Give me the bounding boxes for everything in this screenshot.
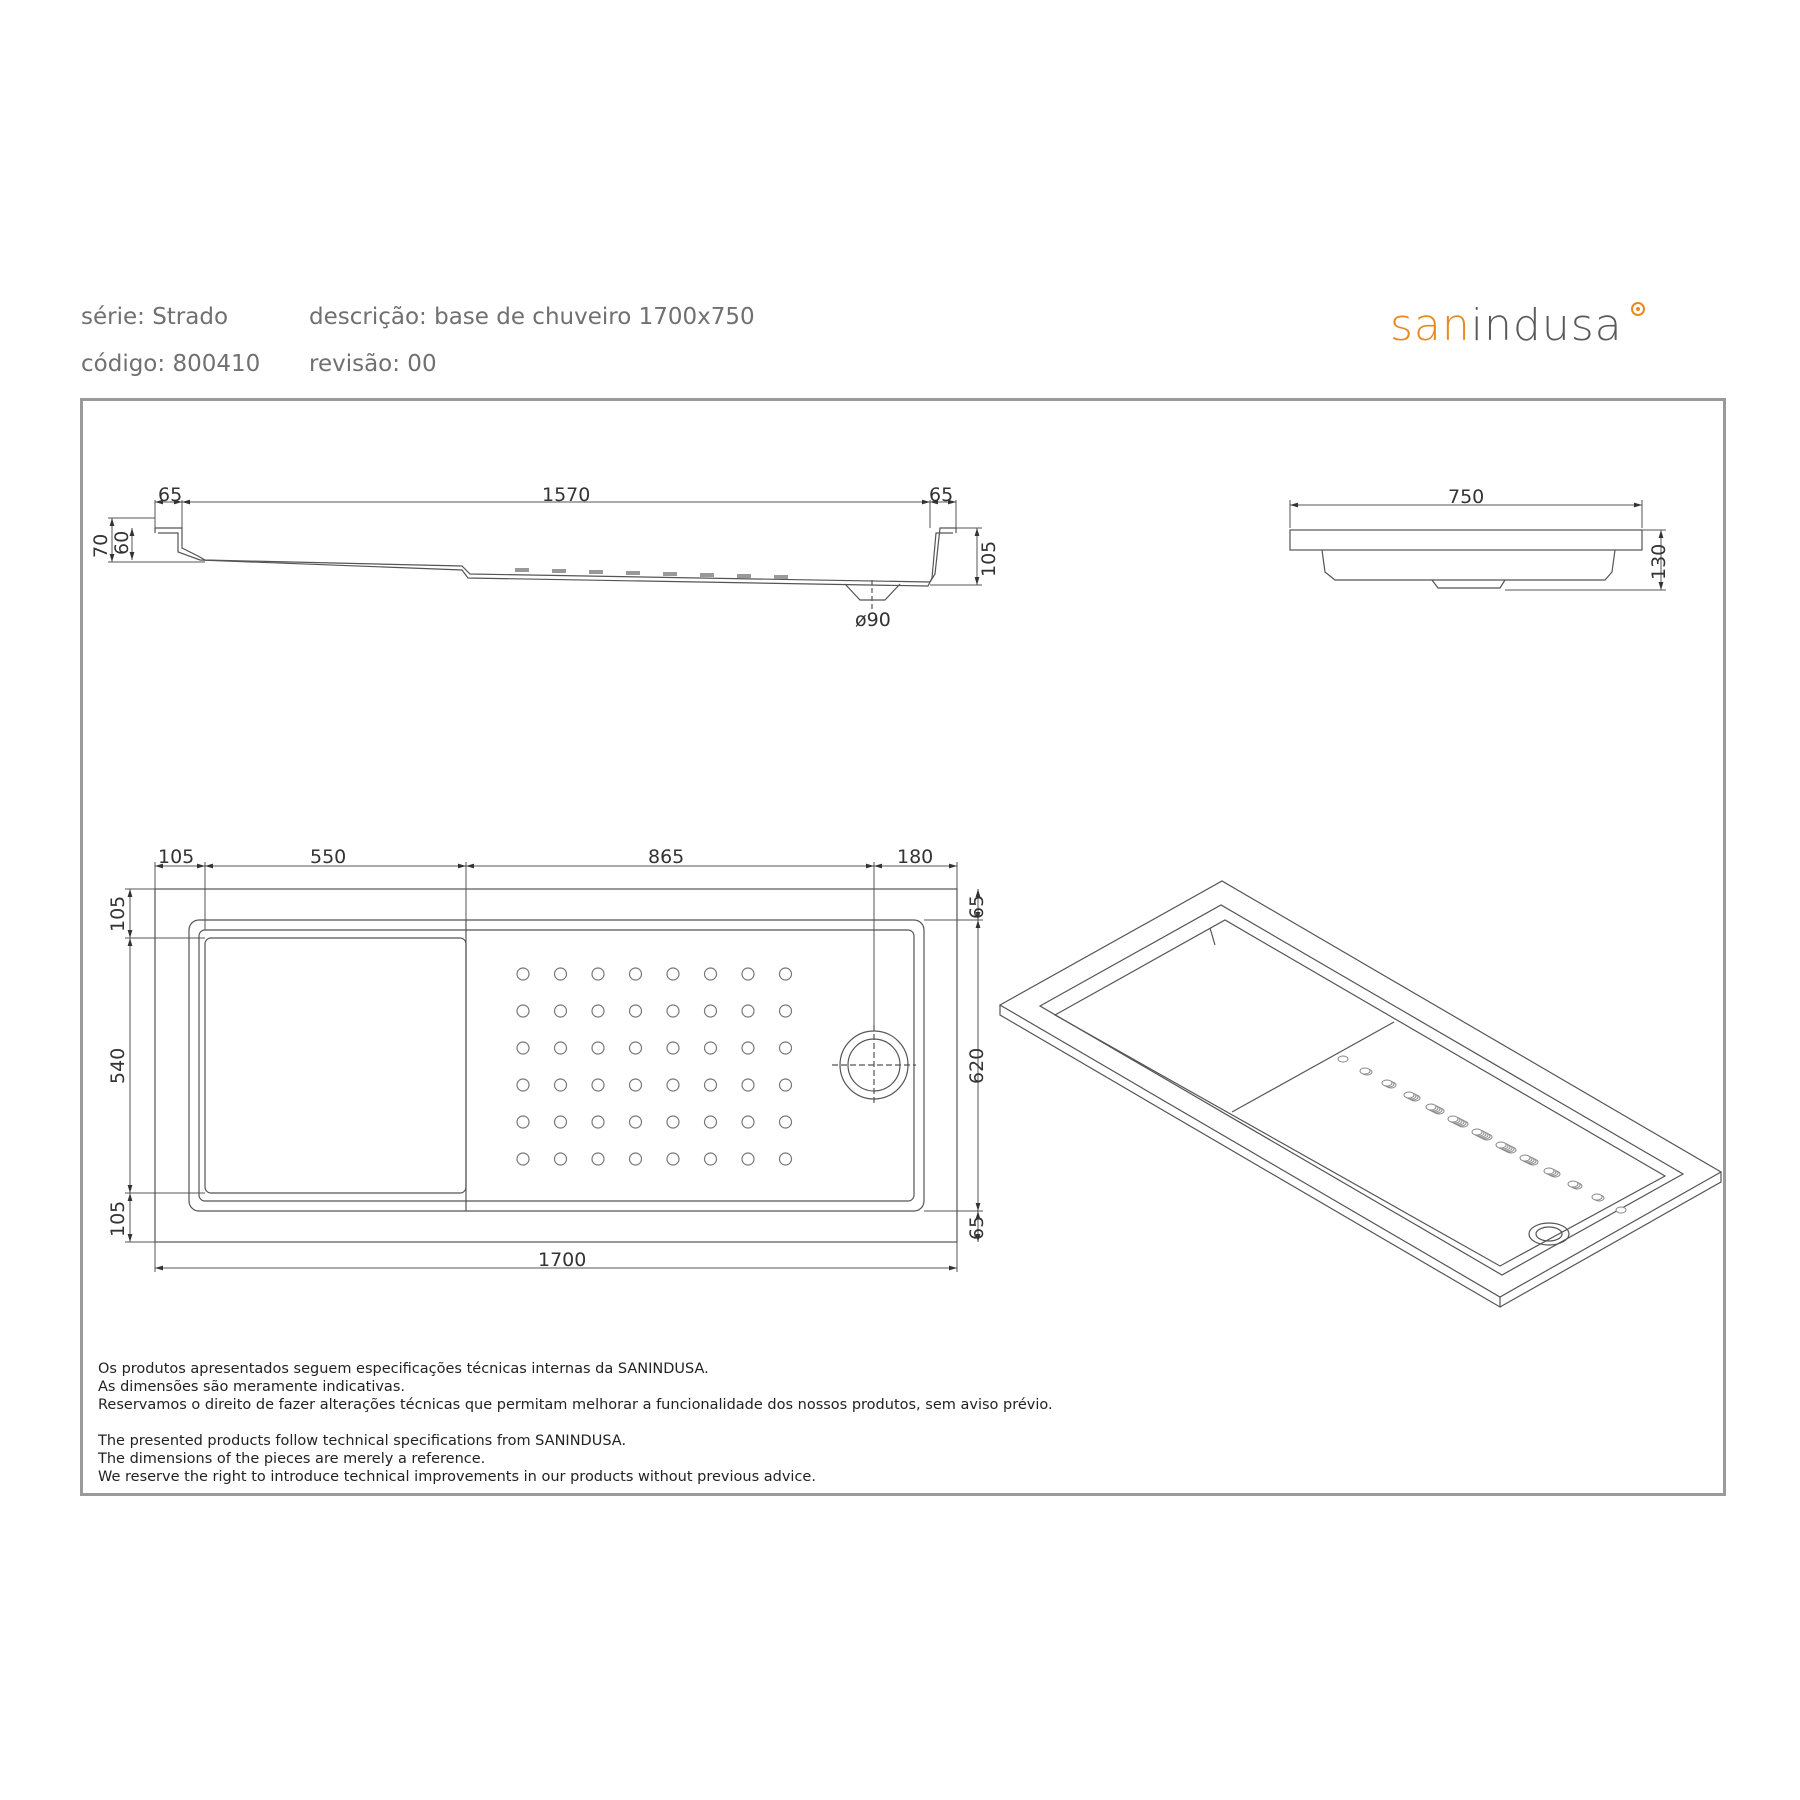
plan-drain-dot xyxy=(667,968,679,980)
dim-plan-left-540: 540 xyxy=(107,1047,129,1084)
dim-end-width: 750 xyxy=(1448,486,1485,508)
side-view-inner xyxy=(158,533,953,586)
iso-drain-dot xyxy=(1568,1181,1578,1187)
dim-plan-right-65-top: 65 xyxy=(966,894,988,919)
dim-side-height-inner: 60 xyxy=(111,530,133,555)
note-pt-3: Reservamos o direito de fazer alterações técnicas que permitam melhorar a funcionalidade dos nossos produtos, sem aviso prévio. xyxy=(98,1397,1053,1413)
iso-drain-dot xyxy=(1426,1104,1436,1110)
plan-drain-dot xyxy=(517,1153,529,1165)
plan-drain-dot xyxy=(517,1079,529,1091)
dim-side-right-lip: 65 xyxy=(929,484,954,506)
dim-plan-top-865: 865 xyxy=(648,846,685,868)
dim-side-height-outer: 70 xyxy=(90,533,112,558)
plan-drain-dot xyxy=(705,1116,717,1128)
plan-drain-dot xyxy=(705,1079,717,1091)
iso-drain-dot xyxy=(1520,1155,1530,1161)
dim-plan-left-105-bottom: 105 xyxy=(107,1200,129,1237)
plan-drain-dot xyxy=(667,1116,679,1128)
plan-drain-dot xyxy=(780,1079,792,1091)
plan-drain-dot xyxy=(705,1005,717,1017)
plan-drain-dot xyxy=(592,1005,604,1017)
codigo-label: código: 800410 xyxy=(81,351,261,377)
plan-drain-dot xyxy=(555,1005,567,1017)
iso-top-outline xyxy=(1000,881,1721,1297)
note-pt-2: As dimensões são meramente indicativas. xyxy=(98,1379,405,1395)
iso-drain-dot xyxy=(1448,1116,1458,1122)
iso-drain-dot xyxy=(1472,1129,1482,1135)
plan-drain-dot xyxy=(592,1079,604,1091)
note-en-1: The presented products follow technical specifications from SANINDUSA. xyxy=(98,1433,627,1449)
logo-part-san: san xyxy=(1390,300,1471,351)
side-view xyxy=(155,528,956,610)
plan-drain-dot xyxy=(517,1116,529,1128)
plan-drain-dot xyxy=(780,1042,792,1054)
plan-drain-dot xyxy=(630,968,642,980)
dim-plan-bottom-1700: 1700 xyxy=(538,1249,587,1271)
plan-drain-dot xyxy=(667,1153,679,1165)
iso-rim xyxy=(1040,905,1683,1275)
plan-drain-dot xyxy=(630,1042,642,1054)
note-pt-1: Os produtos apresentados seguem especificações técnicas internas da SANINDUSA. xyxy=(98,1361,709,1377)
plan-drain-dot xyxy=(705,1042,717,1054)
iso-basin xyxy=(1055,920,1665,1266)
plan-drain-dot xyxy=(742,1005,754,1017)
plan-drain-dot xyxy=(742,1079,754,1091)
dim-drain-diameter: ø90 xyxy=(855,609,891,631)
plan-seat-area xyxy=(205,938,466,1193)
dim-plan-top-105: 105 xyxy=(158,846,195,868)
end-view xyxy=(1290,530,1642,588)
iso-drain-dot xyxy=(1592,1194,1602,1200)
plan-drain-dot xyxy=(780,1116,792,1128)
logo-part-indusa: indusa xyxy=(1470,300,1623,351)
iso-drain-dot xyxy=(1404,1092,1414,1098)
plan-drain-dot xyxy=(780,1005,792,1017)
plan-drain-dot xyxy=(742,1042,754,1054)
plan-drain-dot xyxy=(742,968,754,980)
plan-drain-dot xyxy=(705,968,717,980)
plan-drain-dot xyxy=(667,1079,679,1091)
plan-drain-dot xyxy=(555,1153,567,1165)
plan-drain-dot xyxy=(667,1042,679,1054)
iso-drain-dot xyxy=(1360,1068,1370,1074)
plan-drain-dot xyxy=(517,968,529,980)
plan-drain-dot xyxy=(592,968,604,980)
plan-drain-dot xyxy=(705,1153,717,1165)
iso-drain-dot xyxy=(1616,1207,1626,1213)
iso-seat-divider xyxy=(1232,1022,1394,1112)
iso-drain-dots xyxy=(1338,1056,1626,1213)
plan-drain-dot xyxy=(630,1116,642,1128)
plan-drain-dot xyxy=(555,1079,567,1091)
plan-drain-dot xyxy=(555,968,567,980)
plan-drain-dot xyxy=(780,1153,792,1165)
plan-drain-dot xyxy=(517,1005,529,1017)
revisao-label: revisão: 00 xyxy=(309,351,437,377)
serie-label: série: Strado xyxy=(81,304,229,330)
side-view-profile xyxy=(155,528,956,582)
plan-drain-dot xyxy=(555,1116,567,1128)
plan-drain-dot xyxy=(592,1116,604,1128)
dim-plan-left-105-top: 105 xyxy=(107,895,129,932)
plan-drain-dot xyxy=(592,1153,604,1165)
iso-drain-dot xyxy=(1382,1080,1392,1086)
dim-plan-top-180: 180 xyxy=(897,846,934,868)
iso-drain-dot xyxy=(1496,1142,1506,1148)
iso-drain-dot xyxy=(1544,1168,1554,1174)
disclaimer-notes xyxy=(98,1360,1053,1486)
dim-plan-top-550: 550 xyxy=(310,846,347,868)
plan-drain-dots xyxy=(517,968,792,1165)
note-en-2: The dimensions of the pieces are merely a reference. xyxy=(98,1451,486,1467)
dim-end-height: 130 xyxy=(1648,543,1670,580)
plan-view xyxy=(155,889,957,1242)
plan-drain-dot xyxy=(517,1042,529,1054)
dim-side-span: 1570 xyxy=(542,484,591,506)
plan-drain-dot xyxy=(592,1042,604,1054)
plan-drain-dot xyxy=(780,968,792,980)
dim-plan-right-620: 620 xyxy=(966,1047,988,1084)
plan-drain-dot xyxy=(630,1079,642,1091)
plan-drain-dot xyxy=(667,1005,679,1017)
iso-drain-dot xyxy=(1338,1056,1348,1062)
note-en-3: We reserve the right to introduce technical improvements in our products without previous advice. xyxy=(98,1469,816,1485)
plan-drain-dot xyxy=(742,1116,754,1128)
descricao-label: descrição: base de chuveiro 1700x750 xyxy=(309,304,755,330)
dim-side-left-lip: 65 xyxy=(158,484,183,506)
plan-drain-dot xyxy=(742,1153,754,1165)
plan-rim xyxy=(189,920,924,1211)
plan-drain-dot xyxy=(555,1042,567,1054)
plan-drain-dot xyxy=(630,1005,642,1017)
iso-drain xyxy=(1529,1223,1569,1245)
isometric-view xyxy=(1000,881,1721,1307)
dim-side-depth: 105 xyxy=(978,540,1000,577)
dim-plan-right-65-bottom: 65 xyxy=(966,1215,988,1240)
plan-drain-dot xyxy=(630,1153,642,1165)
